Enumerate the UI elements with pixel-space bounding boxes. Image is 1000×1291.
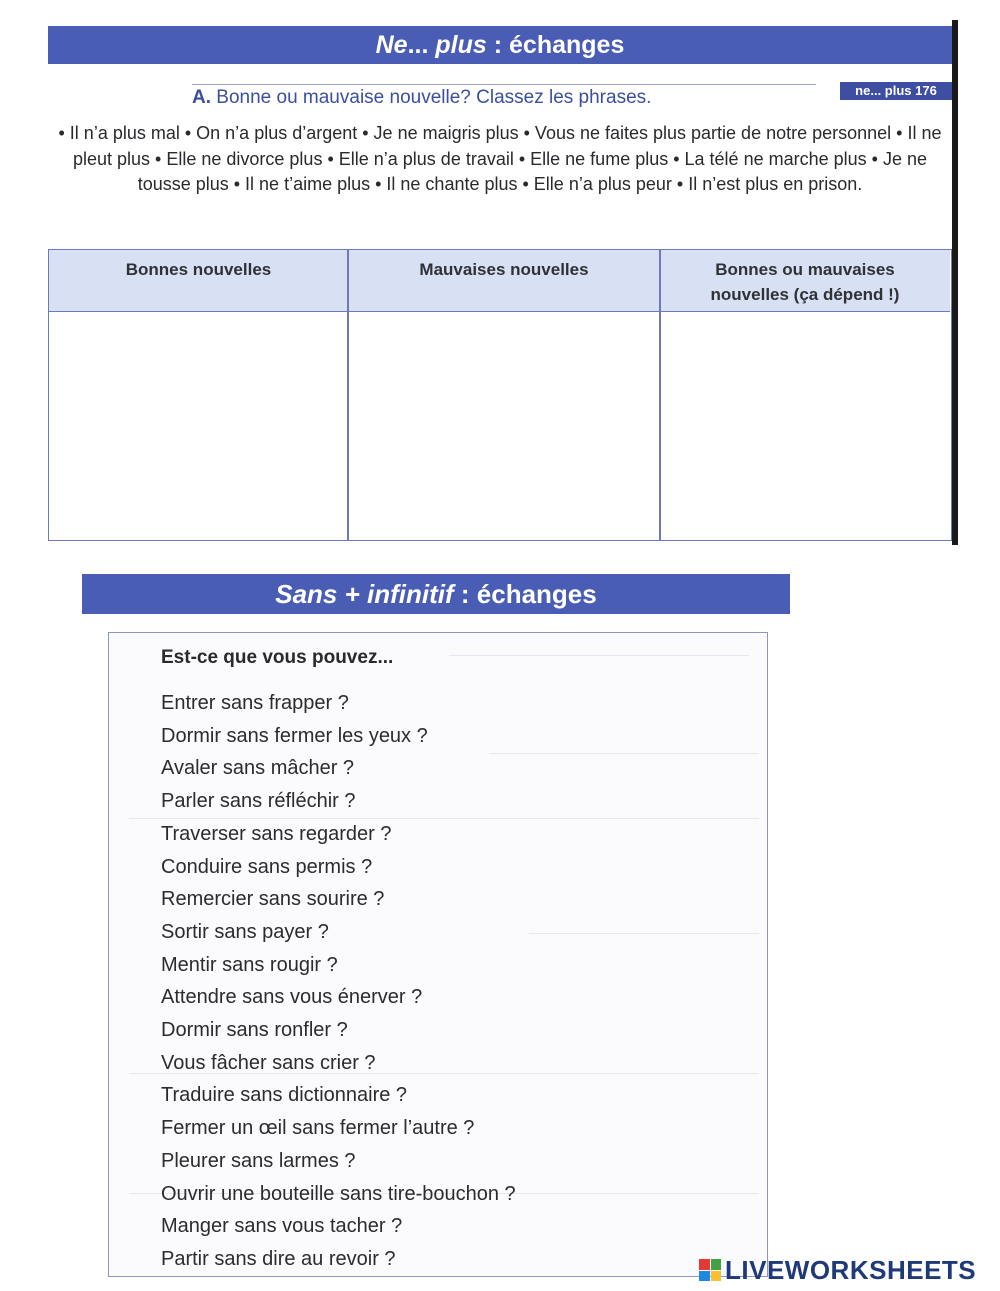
banner1-echanges: : échanges <box>486 31 625 59</box>
page-edge-shadow <box>952 20 958 545</box>
logo-square <box>699 1259 710 1270</box>
exercise-a-instruction: Bonne ou mauvaise nouvelle? Classez les phrases. <box>211 87 652 108</box>
bleed-through-line <box>489 753 759 754</box>
banner2-echanges: : échanges <box>453 579 597 609</box>
banner1-ne: Ne <box>375 31 408 59</box>
column-header-bad-news-label: Mauvaises nouvelles <box>419 260 589 279</box>
column-header-depends <box>660 250 950 312</box>
question-item: Sortir sans payer ? <box>161 920 329 943</box>
logo-square <box>711 1259 722 1270</box>
bleed-through-line <box>449 655 749 656</box>
brand-name: LIVEWORKSHEETS <box>725 1254 977 1285</box>
section1-banner <box>48 26 952 64</box>
banner1-plus: plus <box>435 31 487 59</box>
sentence-list: • Il n’a plus mal • On n’a plus d’argent • Je ne maigris plus • Vous ne faites plus partie de notre personnel • Il ne pleut plus • Elle ne divorce plus • Elle n’a plus de travail • Elle ne fume plus • La télé ne marche plus • Je ne tousse plus • Il ne t’aime plus • Il ne chante plus • Elle n’a plus peur • Il n’est plus en prison. <box>58 123 942 194</box>
question-item: Remercier sans sourire ? <box>161 888 385 911</box>
question-box <box>108 632 768 1277</box>
question-item: Dormir sans ronfler ? <box>161 1019 348 1042</box>
question-item: Partir sans dire au revoir ? <box>161 1247 396 1270</box>
question-item: Manger sans vous tacher ? <box>161 1215 403 1238</box>
question-item: Vous fâcher sans crier ? <box>161 1051 376 1074</box>
question-item: Pleurer sans larmes ? <box>161 1149 356 1172</box>
column-header-depends-line2: nouvelles (ça dépend !) <box>710 285 900 304</box>
grammar-reference-tag: ne... plus 176 <box>840 82 952 100</box>
logo-square <box>699 1271 710 1282</box>
question-list-title: Est-ce que vous pouvez... <box>161 647 394 668</box>
drop-zone-depends[interactable] <box>661 312 950 540</box>
liveworksheets-brand[interactable] <box>699 1255 976 1285</box>
question-item: Entrer sans frapper ? <box>161 692 349 714</box>
banner2-sans-infinitif: Sans + infinitif <box>275 579 454 609</box>
question-item: Attendre sans vous énerver ? <box>161 986 423 1009</box>
section2-banner <box>82 574 790 614</box>
column-header-good-news-label: Bonnes nouvelles <box>125 260 272 279</box>
bleed-through-line <box>529 933 759 934</box>
question-item: Conduire sans permis ? <box>161 855 373 878</box>
question-item: Traduire sans dictionnaire ? <box>161 1084 408 1107</box>
question-item: Ouvrir une bouteille sans tire-bouchon ? <box>161 1182 516 1205</box>
exercise-a-letter: A. <box>192 87 211 108</box>
column-header-bad-news <box>348 250 660 312</box>
question-list <box>161 687 516 1276</box>
question-item: Parler sans réfléchir ? <box>161 790 356 813</box>
liveworksheets-logo-icon <box>699 1259 721 1281</box>
drop-zone-good-news[interactable] <box>49 312 347 540</box>
question-item: Traverser sans regarder ? <box>161 822 392 845</box>
question-item: Avaler sans mâcher ? <box>161 757 355 780</box>
exercise-a-heading <box>192 84 816 109</box>
question-item: Mentir sans rougir ? <box>161 953 338 976</box>
banner1-dots: ... <box>407 31 436 59</box>
column-header-depends-line1: Bonnes ou mauvaises <box>715 260 895 279</box>
drop-zone-bad-news[interactable] <box>349 312 659 540</box>
question-item: Dormir sans fermer les yeux ? <box>161 724 428 747</box>
column-header-good-news <box>49 250 348 312</box>
classification-table <box>48 249 952 541</box>
question-item: Fermer un œil sans fermer l’autre ? <box>161 1117 475 1140</box>
logo-square <box>711 1271 722 1282</box>
